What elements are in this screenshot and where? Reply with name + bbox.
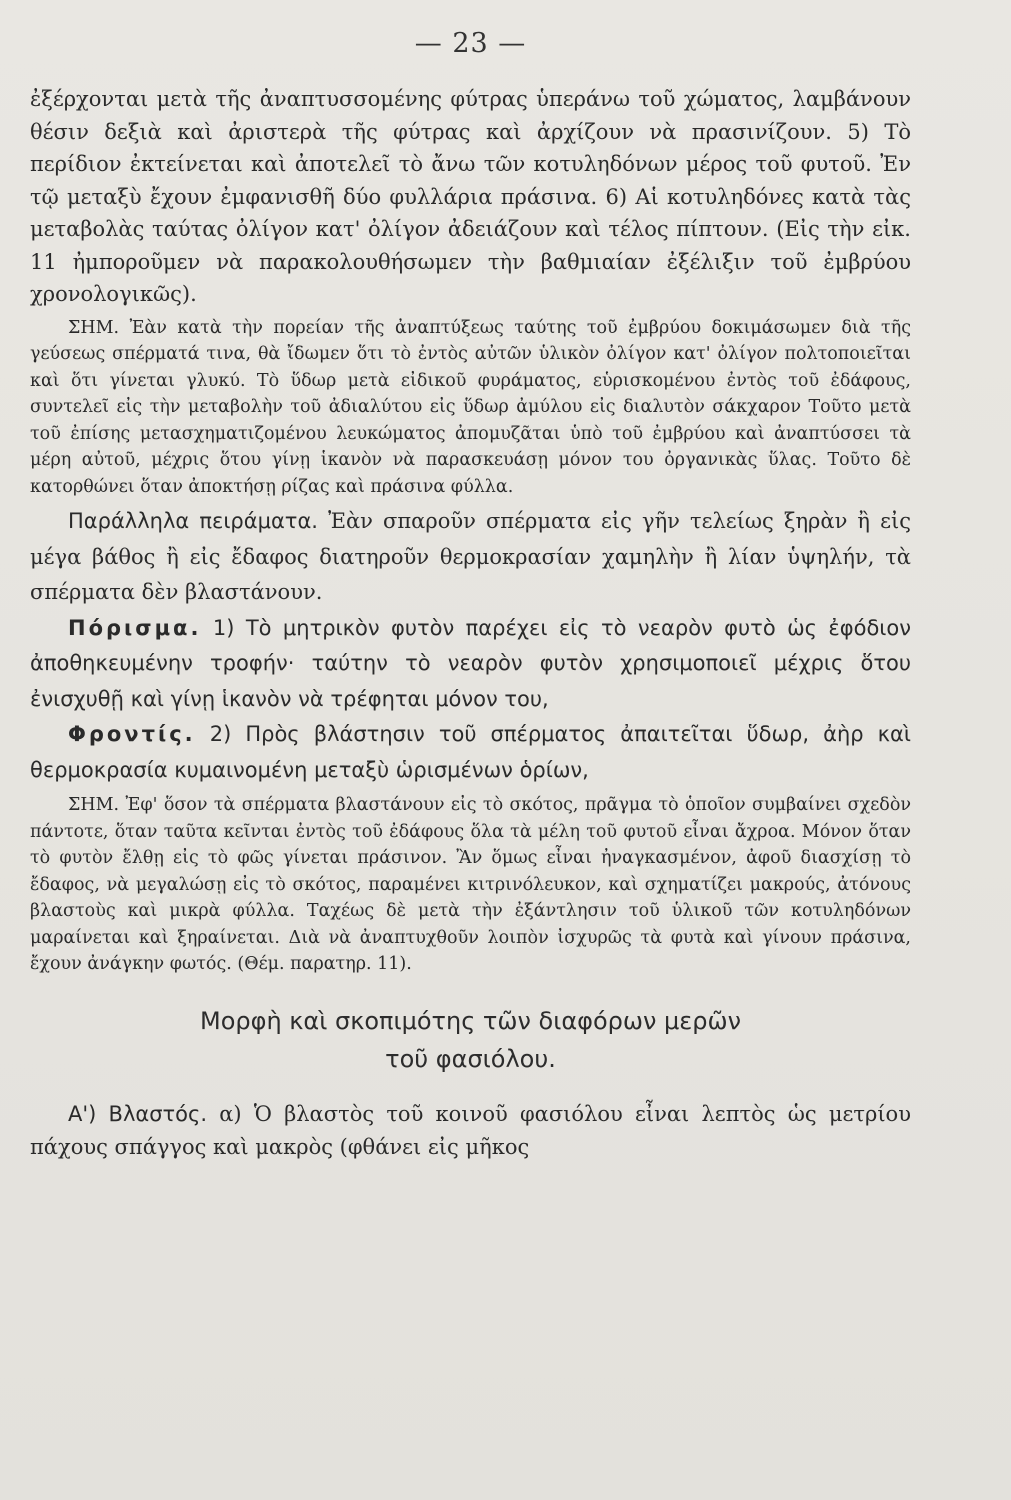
frontis-body: 2) Πρὸς βλάστησιν τοῦ σπέρματος ἀπαιτεῖται ὕδωρ, ἀὴρ καὶ θερμοκρασία κυμαινομένη μεταξὺ ὡρισμένων ὁρίων, bbox=[30, 722, 911, 782]
subsection-stem bbox=[30, 1098, 911, 1164]
paragraph-porisma bbox=[30, 611, 911, 718]
parallel-experiments-lead: Παράλληλα πειράματα. bbox=[68, 509, 318, 533]
section-heading-line-2: τοῦ φασιόλου. bbox=[385, 1044, 556, 1073]
section-heading-line-1: Μορφὴ καὶ σκοπιμότης τῶν διαφόρων μερῶν bbox=[199, 1006, 742, 1035]
porisma-lead: Πόρισμα. bbox=[68, 615, 202, 640]
note-sugar-conversion: ΣΗΜ. Ἐὰν κατὰ τὴν πορείαν τῆς ἀναπτύξεως ταύτης τοῦ ἐμβρύου δοκιμάσωμεν διὰ τῆς γεύσεως σπέρματά τινα, θὰ ἴδωμεν ὅτι τὸ ἐντὸς αὐτῶν ὑλικὸν ὀλίγον κατ' ὀλίγον πολτοποιεῖται καὶ ὅτι γίνεται γλυκύ. Τὸ ὕδωρ μετὰ εἰδικοῦ φυράματος, εὑρισκομένου ἐντὸς τοῦ ἐδάφους, συντελεῖ εἰς τὴν μεταβολὴν τοῦ ἀδιαλύτου εἰς ὕδωρ ἀμύλου εἰς διαλυτὸν σάκχαρον Τοῦτο μετὰ τοῦ ἐπίσης μετασχηματιζομένου λευκώματος ἀπομυζᾶται ὑπὸ τοῦ ἐμβρύου καὶ ἀναπτύσσει τὰ μέρη αὐτοῦ, μέχρις ὅτου γίνῃ ἱκανὸν νὰ παρασκευάσῃ μόνον του ὀργανικὰς ὕλας. Τοῦτο δὲ κατορθώνει ὅταν ἀποκτήσῃ ρίζας καὶ πράσινα φύλλα. bbox=[30, 317, 911, 497]
section-heading bbox=[30, 1002, 911, 1078]
porisma-body: 1) Τὸ μητρικὸν φυτὸν παρέχει εἰς τὸ νεαρὸν φυτὸ ὡς ἐφόδιον ἀποθηκευμένην τροφήν· ταύτην τὸ νεαρὸν φυτὸν χρησιμοποιεῖ μέχρις ὅτου ἐνισχυθῇ καὶ γίνῃ ἱκανὸν νὰ τρέφηται μόνον του, bbox=[30, 615, 911, 711]
subsection-stem-body: α) Ὁ βλαστὸς τοῦ κοινοῦ φασιόλου εἶναι λεπτὸς ὡς μετρίου πάχους σπάγγος καὶ μακρὸς (φθάνει εἰς μῆκος bbox=[30, 1101, 911, 1159]
paragraph-frontis bbox=[30, 717, 911, 788]
note-light-requirement: ΣΗΜ. Ἐφ' ὅσον τὰ σπέρματα βλαστάνουν εἰς τὸ σκότος, πρᾶγμα τὸ ὁποῖον συμβαίνει σχεδὸν πάντοτε, ὅταν ταῦτα κεῖνται ἐντὸς τοῦ ἐδάφους ὅλα τὰ μέλη τοῦ φυτοῦ εἶναι ἄχροα. Μόνον ὅταν τὸ φυτὸν ἔλθῃ εἰς τὸ φῶς γίνεται πράσινον. Ἂν ὅμως εἶναι ἠναγκασμένον, ἀφοῦ διασχίσῃ τὸ ἔδαφος, νὰ μεγαλώσῃ εἰς τὸ σκότος, παραμένει κιτρινόλευκον, καὶ σχηματίζει μακρούς, ἀτόνους βλαστοὺς καὶ μικρὰ φύλλα. Ταχέως δὲ μετὰ τὴν ἐξάντλησιν τοῦ ὑλικοῦ τῶν κοτυληδόνων μαραίνεται καὶ ξηραίνεται. Διὰ νὰ ἀναπτυχθοῦν λοιπὸν ἰσχυρῶς τὰ φυτὰ καὶ γίνουν πράσινα, ἔχουν ἀνάγκην φωτός. (Θέμ. παρατηρ. 11). bbox=[30, 795, 911, 974]
page-number: — 23 — bbox=[414, 28, 527, 59]
subsection-stem-title: Α') Βλαστός. bbox=[68, 1101, 208, 1126]
paragraph-germination-steps: ἐξέρχονται μετὰ τῆς ἀναπτυσσομένης φύτρας ὑπεράνω τοῦ χώματος, λαμβάνουν θέσιν δεξιὰ καὶ ἀριστερὰ τῆς φύτρας καὶ ἀρχίζουν νὰ πρασινίζουν. 5) Τὸ περίδιον ἐκτείνεται καὶ ἀποτελεῖ τὸ ἄνω τῶν κοτυληδόνων μέρος τοῦ φυτοῦ. Ἐν τῷ μεταξὺ ἔχουν ἐμφανισθῆ δύο φυλλάρια πράσινα. 6) Αἱ κοτυληδόνες κατὰ τὰς μεταβολὰς ταύτας ὀλίγον κατ' ὀλίγον ἀδειάζουν καὶ τέλος πίπτουν. (Εἰς τὴν εἰκ. 11 ἠμποροῦμεν νὰ παρακολουθήσωμεν τὴν βαθμιαίαν ἐξέλιξιν τοῦ ἐμβρύου χρονολογικῶς). bbox=[30, 87, 911, 306]
parallel-experiments-body: Ἐὰν σπαροῦν σπέρματα εἰς γῆν τελείως ξηρὰν ἢ εἰς μέγα βάθος ἢ εἰς ἔδαφος διατηροῦν θερμοκρασίαν χαμηλὴν ἢ λίαν ὑψηλήν, τὰ σπέρματα δὲν βλαστάνουν. bbox=[30, 509, 911, 604]
paragraph-parallel-experiments bbox=[30, 504, 911, 611]
frontis-lead: Φροντίς. bbox=[68, 722, 196, 746]
